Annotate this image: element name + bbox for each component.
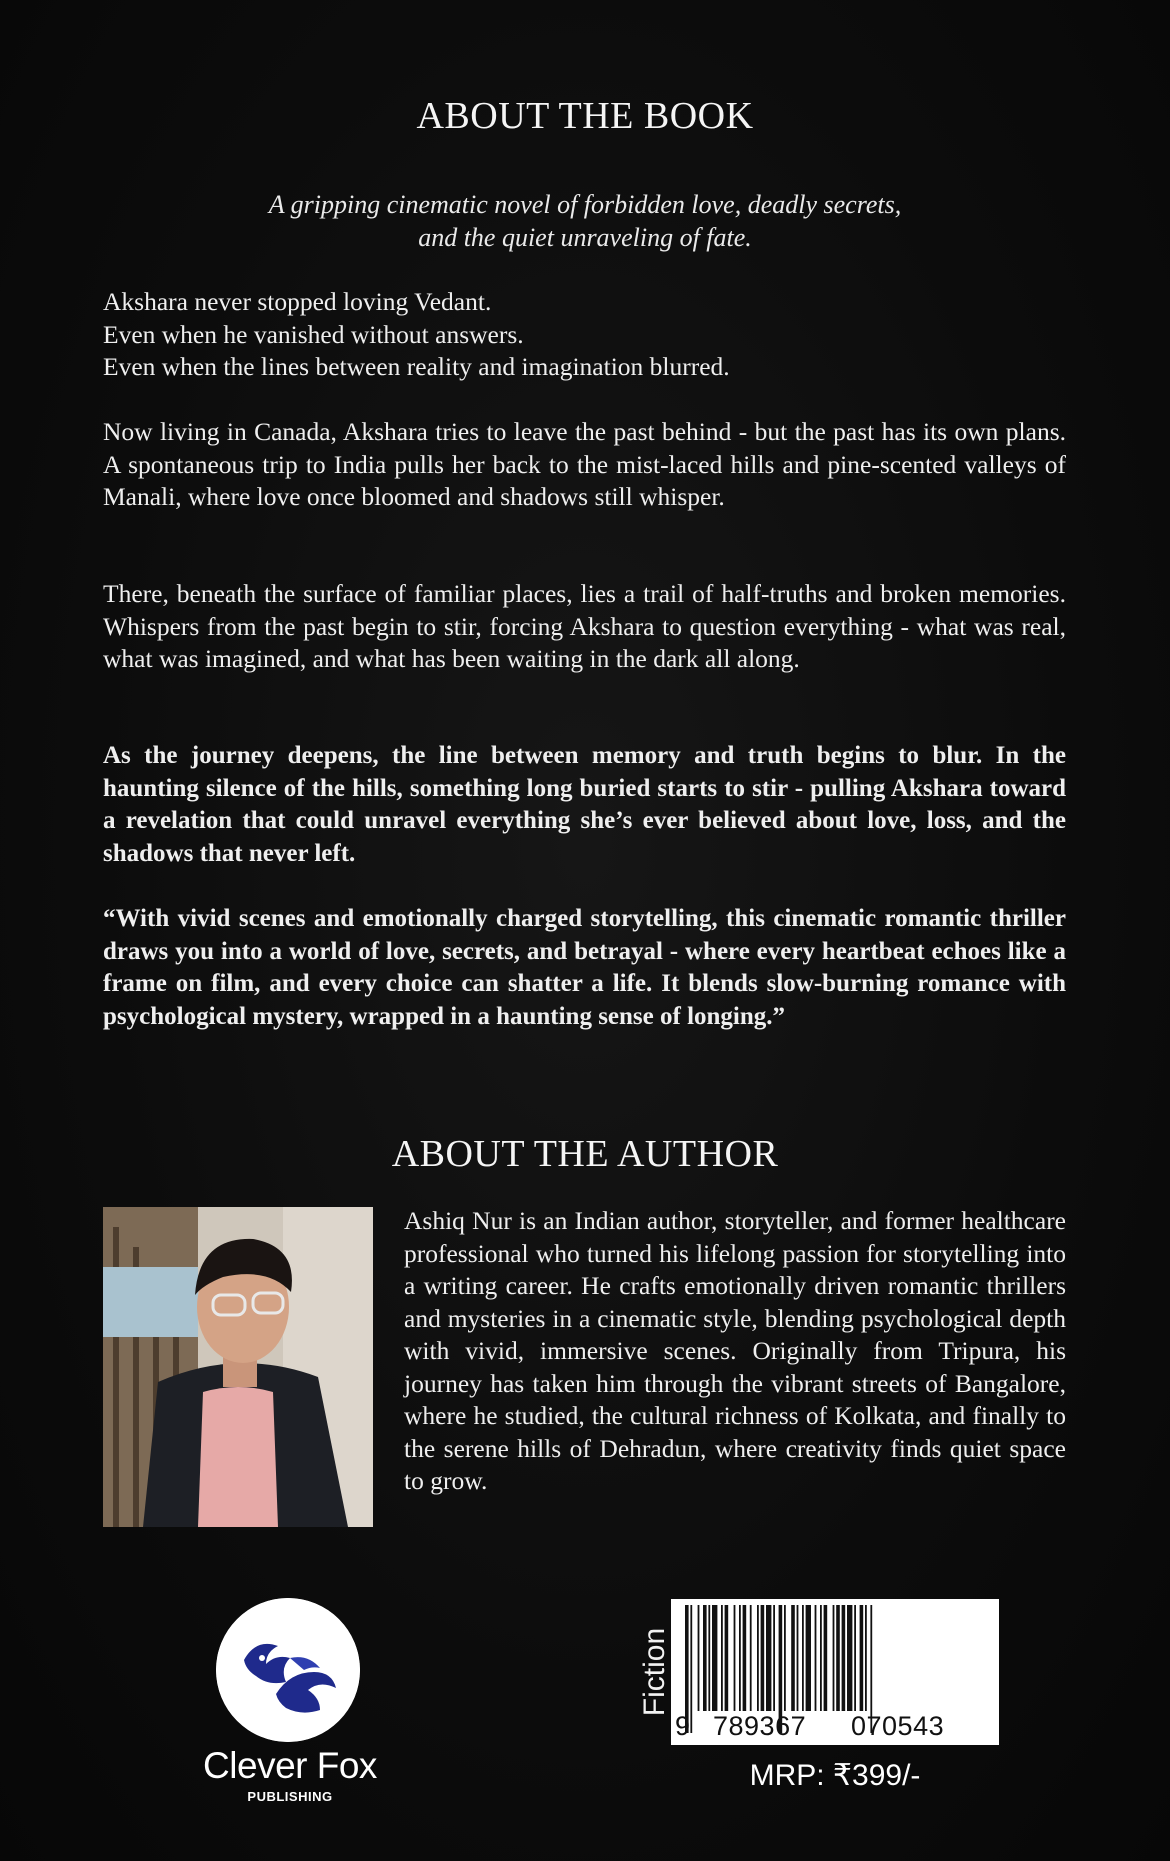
barcode-bar (698, 1605, 700, 1711)
about-author-heading: ABOUT THE AUTHOR (391, 1133, 779, 1175)
barcode-bar (773, 1605, 775, 1711)
isbn-barcode (671, 1599, 999, 1745)
barcode-bar (757, 1605, 759, 1711)
isbn-lead: 9 (675, 1711, 691, 1741)
genre-label: Fiction (638, 1627, 671, 1717)
barcode-bar (842, 1605, 846, 1711)
barcode-bar (860, 1605, 864, 1711)
fox-logo-icon (216, 1598, 360, 1742)
barcode-bar (761, 1605, 765, 1711)
publisher-logo (190, 1598, 390, 1808)
barcode-bar (820, 1605, 822, 1711)
isbn-group-2: 070543 (851, 1711, 945, 1741)
barcode-bar (734, 1605, 736, 1711)
barcode-bar (750, 1605, 752, 1711)
intro-lines (103, 286, 1066, 384)
tagline-line-1: A gripping cinematic novel of forbidden love, deadly secrets, (268, 190, 902, 219)
intro-line-1: Akshara never stopped loving Vedant. (103, 287, 492, 316)
barcode-bar (708, 1605, 710, 1711)
author-bio: Ashiq Nur is an Indian author, storyteller, and former healthcare professional who turned his lifelong passion for storytelling into a writing career. He crafts emotionally driven romantic thrillers and mysteries in a cinematic style, blending psychological depth with vivid, immersive scenes. Originally from Tripura, his journey has taken him through the vibrant streets of Bangalore, where he studied, the cultural richness of Kolkata, and finally to the serene hills of Dehradun, where creativity finds quiet space to grow. (404, 1206, 1066, 1495)
barcode-bar (802, 1605, 804, 1711)
barcode-bar (725, 1605, 729, 1711)
barcode-bar (703, 1605, 707, 1711)
intro-line-2: Even when he vanished without answers. (103, 319, 524, 349)
barcode-bar (806, 1605, 811, 1711)
barcode-bar (721, 1605, 723, 1711)
intro-line-3: Even when the lines between reality and imagination blurred. (103, 352, 730, 381)
publisher-name: Clever Fox (203, 1745, 377, 1786)
paragraph-2: There, beneath the surface of familiar places, lies a trail of half-truths and broken memories. Whispers from the past begin to stir, forcing Akshara to question everything - what was real, what was imagined, and what has been waiting in the dark all along. (103, 579, 1066, 673)
barcode-bar (743, 1605, 747, 1711)
barcode-bar (712, 1605, 717, 1711)
barcode-bar (797, 1605, 799, 1711)
about-book-heading: ABOUT THE BOOK (416, 95, 754, 137)
isbn-group-1: 789367 (713, 1711, 807, 1741)
barcode-bar (815, 1605, 817, 1711)
review-quote: “With vivid scenes and emotionally charged storytelling, this cinematic romantic thriller draws you into a world of love, secrets, and betrayal - where every heartbeat echoes like a frame on film, and every choice can shatter a life. It blends slow-burning romance with psychological mystery, wrapped in a haunting sense of longing.” (103, 905, 1066, 1030)
isbn-number (671, 1711, 999, 1743)
barcode-bar (824, 1605, 828, 1711)
price-label: MRP: ₹399/- (749, 1759, 921, 1792)
barcode-bar (854, 1605, 856, 1711)
barcode-bar (836, 1605, 840, 1711)
paragraph-3: As the journey deepens, the line between memory and truth begins to blur. In the haunting silence of the hills, something long buried starts to stir - pulling Akshara toward a revelation that could unravel everything she’s ever believed about love, loss, and the shadows that never left. (103, 742, 1066, 867)
barcode-bar (847, 1605, 852, 1711)
barcode-bar (784, 1605, 786, 1711)
tagline (0, 188, 1170, 254)
tagline-line-2: and the quiet unraveling of fate. (418, 223, 752, 252)
barcode-bar (739, 1605, 741, 1711)
publisher-subtitle: PUBLISHING (247, 1789, 333, 1804)
barcode-bar (791, 1605, 795, 1711)
barcode-bar (833, 1605, 835, 1711)
author-photo (103, 1207, 373, 1527)
barcode-bar (865, 1605, 867, 1711)
paragraph-1: Now living in Canada, Akshara tries to leave the past behind - but the past has its own plans. A spontaneous trip to India pulls her back to the mist-laced hills and pine-scented valleys of Manali, where love once bloomed and shadows still whisper. (103, 417, 1066, 511)
barcode-bar (766, 1605, 771, 1711)
